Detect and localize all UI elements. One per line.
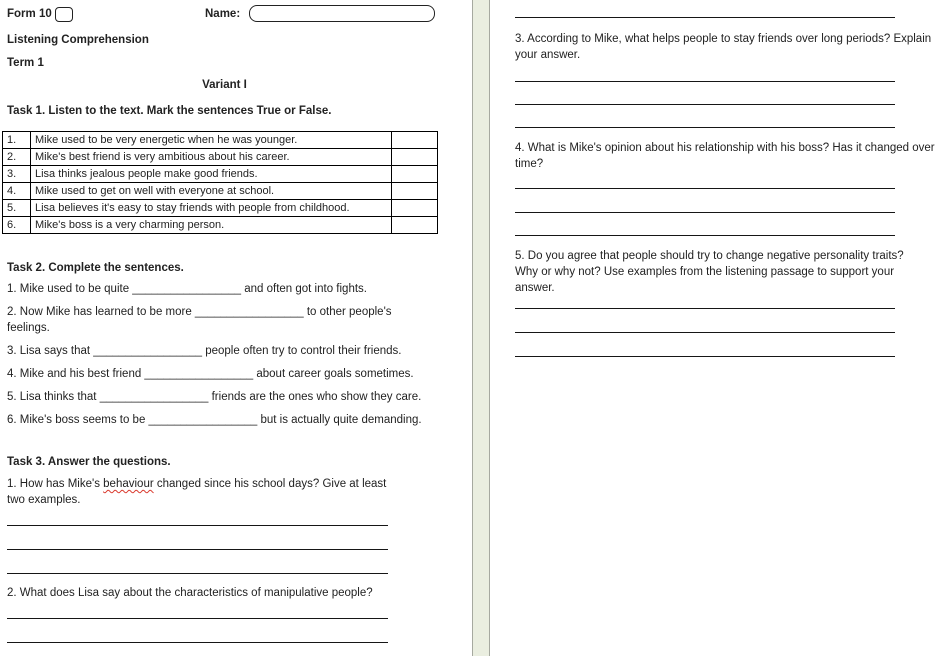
answer-line[interactable] bbox=[515, 189, 895, 213]
worksheet-page-2 bbox=[490, 0, 951, 656]
task2-heading: Task 2. Complete the sentences. bbox=[7, 262, 184, 274]
answer-line[interactable] bbox=[515, 63, 895, 82]
answer-line[interactable] bbox=[7, 601, 388, 619]
fill-in-sentence: 1. Mike used to be quite _________________ and often got into fights. bbox=[7, 283, 367, 295]
row-sentence: Lisa thinks jealous people make good friends. bbox=[31, 166, 392, 183]
row-number: 3. bbox=[3, 166, 31, 183]
table-row bbox=[3, 132, 438, 149]
form-class-checkbox[interactable] bbox=[55, 7, 73, 22]
answer-line[interactable] bbox=[515, 296, 895, 309]
question-1-text: changed since his school days? Give at least two examples. bbox=[7, 478, 387, 506]
row-sentence: Mike's best friend is very ambitious about his career. bbox=[31, 149, 392, 166]
true-false-table bbox=[2, 131, 438, 234]
row-sentence: Mike's boss is a very charming person. bbox=[31, 217, 392, 234]
question-2: 2. What does Lisa say about the characteristics of manipulative people? bbox=[7, 587, 373, 599]
form-label: Form 10 bbox=[7, 8, 52, 20]
row-sentence: Mike used to get on well with everyone at school. bbox=[31, 183, 392, 200]
question-1 bbox=[7, 476, 407, 508]
row-answer-cell[interactable] bbox=[392, 149, 438, 166]
row-answer-cell[interactable] bbox=[392, 166, 438, 183]
table-row bbox=[3, 217, 438, 234]
row-number: 1. bbox=[3, 132, 31, 149]
page-header bbox=[7, 0, 442, 28]
answer-line[interactable] bbox=[7, 508, 388, 526]
fill-in-sentence: 6. Mike's boss seems to be _________________ but is actually quite demanding. bbox=[7, 414, 422, 426]
task1-heading: Task 1. Listen to the text. Mark the sentences True or False. bbox=[7, 105, 332, 117]
row-answer-cell[interactable] bbox=[392, 200, 438, 217]
question-5: 5. Do you agree that people should try to change negative personality traits? Why or why not? Use examples from the listening passage to support your answer. bbox=[515, 250, 904, 294]
answer-line[interactable] bbox=[515, 172, 895, 189]
row-answer-cell[interactable] bbox=[392, 217, 438, 234]
answer-line[interactable] bbox=[7, 619, 388, 643]
row-number: 2. bbox=[3, 149, 31, 166]
table-row bbox=[3, 166, 438, 183]
row-number: 5. bbox=[3, 200, 31, 217]
task3-heading: Task 3. Answer the questions. bbox=[7, 456, 171, 468]
answer-line[interactable] bbox=[515, 0, 895, 18]
table-row bbox=[3, 183, 438, 200]
table-row bbox=[3, 200, 438, 217]
row-number: 6. bbox=[3, 217, 31, 234]
answer-line[interactable] bbox=[515, 213, 895, 236]
question-3: 3. According to Mike, what helps people to stay friends over long periods? Explain your answer. bbox=[515, 33, 932, 61]
fill-in-sentence: 2. Now Mike has learned to be more _________________ to other people's feelings. bbox=[7, 306, 392, 334]
form-field-group bbox=[7, 6, 73, 22]
term-label: Term 1 bbox=[7, 57, 44, 69]
page-gap bbox=[472, 0, 490, 656]
table-row bbox=[3, 149, 438, 166]
row-answer-cell[interactable] bbox=[392, 132, 438, 149]
row-answer-cell[interactable] bbox=[392, 183, 438, 200]
row-sentence: Lisa believes it's easy to stay friends with people from childhood. bbox=[31, 200, 392, 217]
name-field-group bbox=[205, 5, 435, 22]
question-4: 4. What is Mike's opinion about his relationship with his boss? Has it changed over time? bbox=[515, 142, 935, 170]
answer-line[interactable] bbox=[515, 105, 895, 128]
answer-line[interactable] bbox=[7, 550, 388, 574]
name-input[interactable] bbox=[249, 5, 435, 22]
variant-label: Variant I bbox=[202, 79, 247, 91]
row-sentence: Mike used to be very energetic when he was younger. bbox=[31, 132, 392, 149]
answer-line[interactable] bbox=[515, 309, 895, 333]
worksheet-subtitle: Listening Comprehension bbox=[7, 34, 149, 46]
answer-line[interactable] bbox=[7, 526, 388, 550]
misspelled-word: behaviour bbox=[103, 478, 154, 490]
name-label: Name: bbox=[205, 7, 241, 20]
fill-in-sentence: 5. Lisa thinks that _________________ friends are the ones who show they care. bbox=[7, 391, 422, 403]
fill-in-sentence: 4. Mike and his best friend _________________ about career goals sometimes. bbox=[7, 368, 414, 380]
question-1-text: 1. How has Mike's bbox=[7, 478, 104, 490]
row-number: 4. bbox=[3, 183, 31, 200]
fill-in-sentence: 3. Lisa says that _________________ people often try to control their friends. bbox=[7, 345, 402, 357]
worksheet-page-1 bbox=[0, 0, 472, 656]
answer-line[interactable] bbox=[515, 82, 895, 105]
answer-line[interactable] bbox=[515, 333, 895, 357]
